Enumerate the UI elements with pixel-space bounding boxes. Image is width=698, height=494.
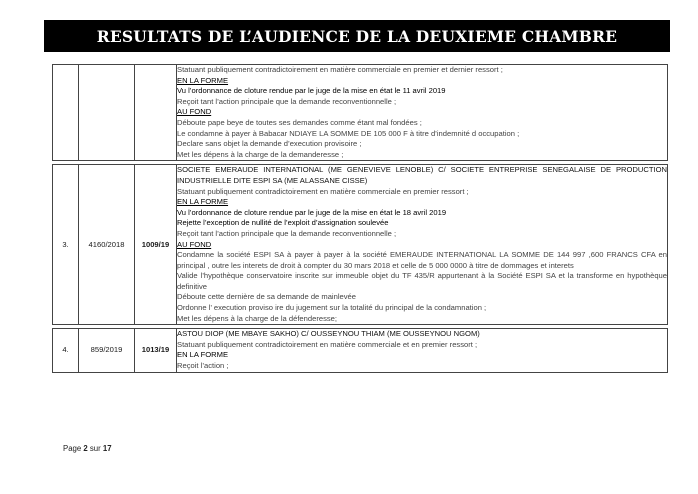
parties-line: SOCIETE EMERAUDE INTERNATIONAL (ME GENEVIEVE LENOBLE) C/ SOCIETE ENTREPRISE SENEGALAISE DE PRODUCTION INDUSTRIELLE DITE ESPI SA (ME ALASSANE CISSE) <box>177 165 667 185</box>
footer-total-pages: 17 <box>102 444 112 453</box>
decision-line: Reçoit tant l’action principale que la demande reconventionnelle ; <box>177 228 397 238</box>
role-number: 859/2019 <box>79 329 135 372</box>
footer-current-page: 2 <box>83 444 88 453</box>
decision-line: Met les dépens à la charge de la demanderesse ; <box>177 149 344 159</box>
decision-line: Déboute pape beye de toutes ses demandes comme étant mal fondées ; <box>177 117 422 127</box>
table-row <box>53 165 668 325</box>
footer-prefix: Page <box>63 444 82 453</box>
decision-line: Déboute cette dernière de sa demande de mainlevée <box>177 292 356 302</box>
repertoire-number: 1013/19 <box>135 329 177 372</box>
section-heading: AU FOND <box>177 107 212 117</box>
decision-line: Statuant publiquement contradictoirement en matière commerciale en premier ressort ; <box>177 186 469 196</box>
repertoire-number <box>135 65 177 161</box>
page-title: RESULTATS DE L’AUDIENCE DE LA DEUXIEME CHAMBRE <box>96 26 618 46</box>
decision-line: Condamne la société ESPI SA à payer à payer à la société EMERAUDE INTERNATIONAL LA SOMME DE 144 997 ,600 FRANCS CFA en principal , outre les interets de droit à compter du 30 mars 2018 et celle de 5 000 0000 à titre de dommages et interets <box>177 250 667 270</box>
section-heading: EN LA FORME <box>177 75 229 85</box>
decision-line: Reçoit tant l’action principale que la demande reconventionnelle ; <box>177 96 397 106</box>
decision-line: Declare sans objet la demande d’execution provisoire ; <box>177 139 362 149</box>
decision-line: Valide l’hypothèque conservatoire inscrite sur immeuble objet du TF 435/R appurtenant à la Société ESPI SA et la transforme en hypothèque definitive <box>177 271 667 291</box>
row-number: 4. <box>53 329 79 372</box>
decision-line: Statuant publiquement contradictoirement en matière commerciale et en premier ressort ; <box>177 339 478 349</box>
page-footer <box>63 444 112 453</box>
decision-line: Reçoit l’action ; <box>177 361 229 371</box>
decision-line: Statuant publiquement contradictoirement en matière commerciale en premier et dernier ressort ; <box>177 65 503 74</box>
decision-text <box>177 329 668 372</box>
decision-text <box>177 165 668 325</box>
row-number <box>53 65 79 161</box>
section-heading: EN LA FORME <box>177 350 229 360</box>
repertoire-number: 1009/19 <box>135 165 177 325</box>
decision-line: Rejette l’exception de nullité de l’exploit d’assignation soulevée <box>177 218 389 228</box>
decision-line: Vu l’ordonnance de cloture rendue par le juge de la mise en état le 11 avril 2019 <box>177 86 446 96</box>
table-row <box>53 329 668 372</box>
section-heading: EN LA FORME <box>177 197 229 207</box>
decision-text <box>177 65 668 161</box>
results-table <box>52 64 668 373</box>
decision-line: Ordonne l’ execution proviso ire du jugement sur la totalité du principal de la condamnation ; <box>177 303 487 313</box>
decision-line: Vu l’ordonnance de cloture rendue par le juge de la mise en état le 18 avril 2019 <box>177 207 447 217</box>
decision-line: Le condamne à payer à Babacar NDIAYE LA SOMME DE 105 000 F à titre d’indemnité d occupation ; <box>177 128 520 138</box>
section-heading: AU FOND <box>177 239 212 249</box>
role-number: 4160/2018 <box>79 165 135 325</box>
decision-line: Met les dépens à la charge de la défenderesse; <box>177 313 337 323</box>
row-number: 3. <box>53 165 79 325</box>
parties-line: ASTOU DIOP (ME MBAYE SAKHO) C/ OUSSEYNOU THIAM (ME OUSSEYNOU NGOM) <box>177 329 480 339</box>
role-number <box>79 65 135 161</box>
footer-sep: sur <box>89 444 101 453</box>
page-title-banner <box>44 20 670 52</box>
table-row <box>53 65 668 161</box>
